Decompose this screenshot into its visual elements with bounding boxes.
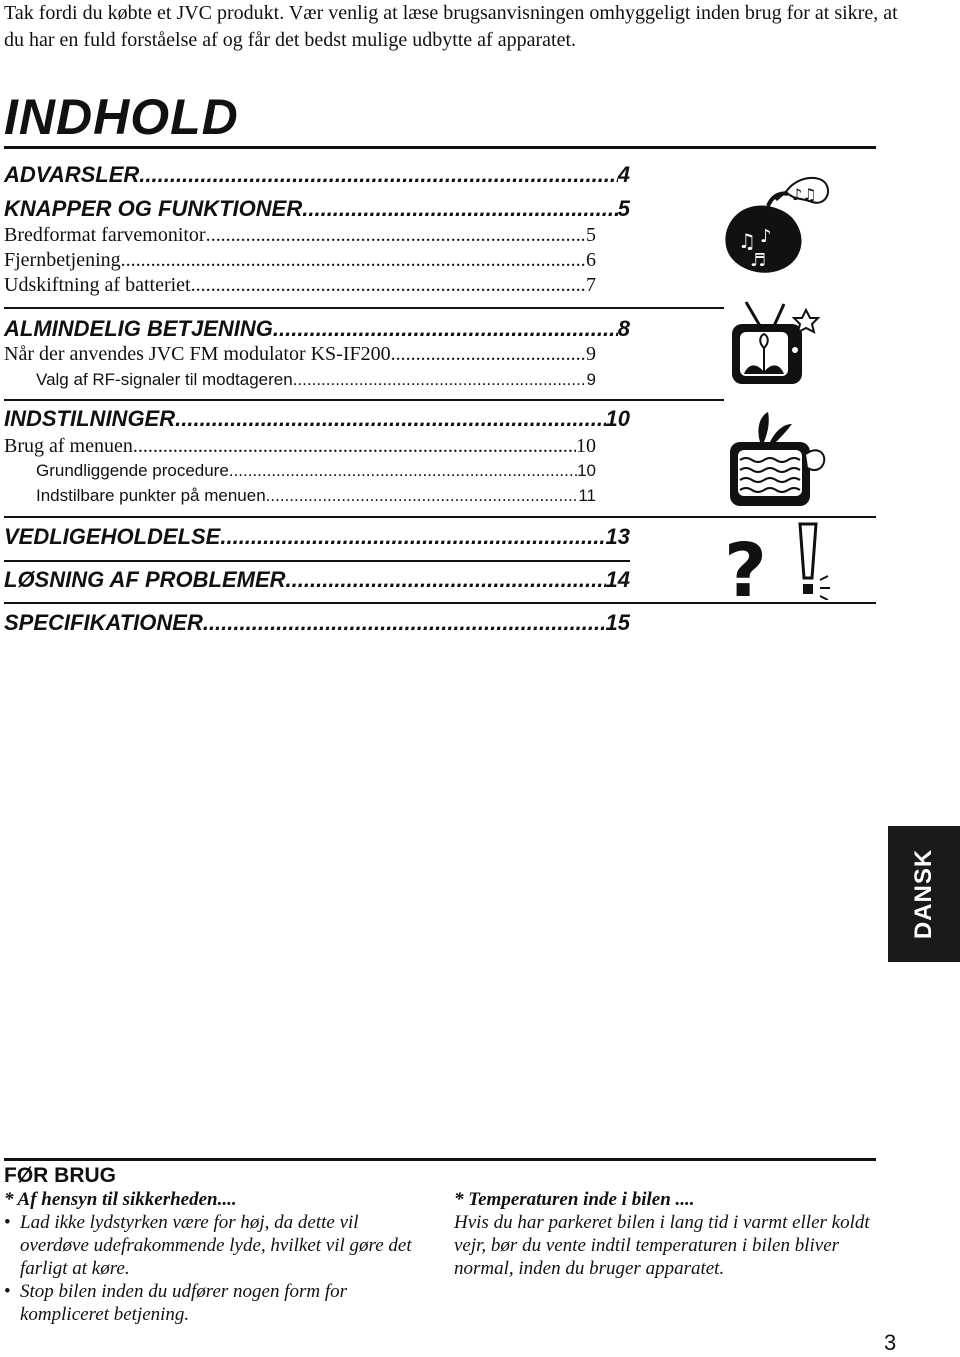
svg-text:♪: ♪: [760, 226, 772, 247]
list-item: • Lad ikke lydstyrken være for høj, da dette vil overdøve udefrakommende lyde, hvilket vil gøre det farligt at køre.: [4, 1212, 412, 1279]
intro-text: Tak fordi du købte et JVC produkt. Vær venlig at læse brugsanvisningen omhyggeligt inden brug for at sikre, at du har en fuld forståelse af og får det bedst mulige udbytte af apparatet.: [4, 2, 898, 51]
title-rule: [4, 146, 876, 149]
svg-text:♪♫: ♪♫: [792, 185, 817, 204]
toc-entry-bredformat[interactable]: Bredformat farvemonitor ..... 5: [4, 224, 596, 247]
svg-text:♫: ♫: [738, 229, 756, 253]
svg-text:♬: ♬: [750, 250, 767, 271]
language-tab-label: DANSK: [910, 848, 937, 940]
svg-text:?: ?: [724, 528, 767, 600]
toc-entry-loesning[interactable]: LØSNING AF PROBLEMER ..... 14: [4, 567, 630, 593]
toc-entry-advarsler[interactable]: ADVARSLER ..... 4: [4, 162, 630, 188]
temperature-heading: * Temperaturen inde i bilen ....: [454, 1189, 695, 1210]
toc-entry-valg[interactable]: Valg af RF-signaler til modtageren ..... 9: [36, 370, 596, 390]
section-rule: [4, 560, 630, 562]
language-tab: [888, 826, 960, 962]
toc-entry-vedligeholdelse[interactable]: VEDLIGEHOLDELSE ..... 13: [4, 524, 630, 550]
section-rule: [4, 307, 724, 309]
toc-title: INDHOLD: [4, 89, 239, 145]
toc-entry-knapper[interactable]: KNAPPER OG FUNKTIONER ..... 5: [4, 196, 630, 222]
toc-entry-indstilninger[interactable]: INDSTILNINGER ..... 10: [4, 406, 630, 432]
section-rule: [4, 516, 876, 518]
for-brug-title: FØR BRUG: [4, 1164, 116, 1187]
toc-entry-brug[interactable]: Brug af menuen ..... 10: [4, 435, 596, 458]
list-item: • Stop bilen inden du udfører nogen form for kompliceret betjening.: [4, 1281, 348, 1325]
toc-entry-indstilbare[interactable]: Indstilbare punkter på menuen ..... 11: [36, 486, 596, 506]
temperature-text: Hvis du har parkeret bilen i lang tid i varmt eller koldt vejr, bør du vente indtil temperaturen i bilen bliver normal, inden du bruger apparatet.: [454, 1212, 870, 1279]
toc-entry-fjernbetjening[interactable]: Fjernbetjening ..... 6: [4, 249, 596, 272]
section-rule: [4, 399, 724, 401]
section-rule: [4, 602, 876, 604]
toc-entry-grundliggende[interactable]: Grundliggende procedure ..... 10: [36, 461, 596, 481]
tv-flower-icon: [724, 298, 824, 390]
tv-waves-icon: [720, 410, 830, 510]
safety-column: [4, 1188, 424, 1326]
for-brug-rule: [4, 1158, 876, 1161]
toc-entry-udskiftning[interactable]: Udskiftning af batteriet ..... 7: [4, 274, 596, 297]
question-exclamation-icon: [724, 520, 834, 600]
page-number: 3: [884, 1330, 897, 1355]
toc-entry-specifikationer[interactable]: SPECIFIKATIONER ..... 15: [4, 610, 630, 636]
toc-entry-naar[interactable]: Når der anvendes JVC FM modulator KS-IF200 ..... 9: [4, 343, 596, 366]
toc-entry-almindelig[interactable]: ALMINDELIG BETJENING ..... 8: [4, 316, 630, 342]
safety-heading: * Af hensyn til sikkerheden....: [4, 1189, 237, 1210]
temperature-column: [454, 1188, 874, 1280]
music-bag-icon: [716, 172, 836, 284]
